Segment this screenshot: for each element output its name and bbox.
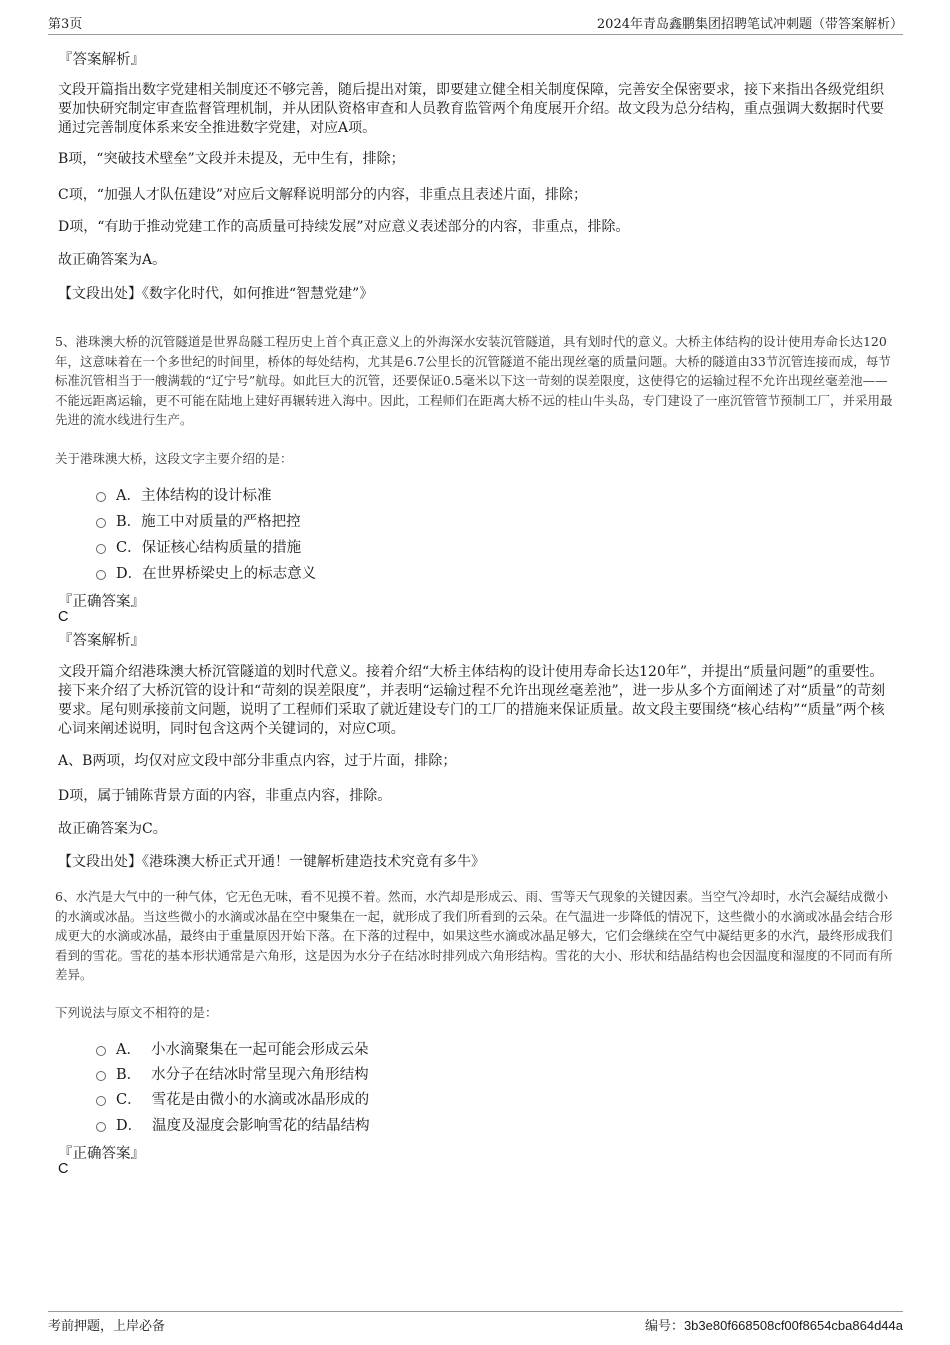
question-6-passage: 6、水汽是大气中的一种气体，它无色无味，看不见摸不着。然而，水汽却是形成云、雨、雪等天气现象的关键因素。当空气冷却时，水汽会凝结成微小的水滴或冰晶。当这些微小的水滴或冰晶在空中聚集在一起，就形成了我们所看到的云朵。在气温进一步降低的情况下，这些微小的水滴或冰晶会结合形成更大的水滴或冰晶，最终由于重量原因开始下落。在下落的过程中，如果这些水滴或冰晶足够大，它们会继续在空气中凝结更多的水汽，最终形成我们看到的雪花。雪花的基本形状通常是六角形，这是因为水分子在结冰时排列成六角形结构。雪花的大小、形状和结晶结构也会因温度和湿度的不同而有所差异。 <box>55 889 893 982</box>
option-label: C． <box>116 540 142 556</box>
option-d-explanation: D项，属于铺陈背景方面的内容，非重点内容，排除。 <box>58 788 392 804</box>
footer-slogan: 考前押题，上岸必备 <box>48 1319 166 1334</box>
option-d-explanation: D项，“有助于推动党建工作的高质量可持续发展”对应意义表述部分的内容，非重点，排除。 <box>58 219 630 235</box>
correct-answer-heading: 『正确答案』 <box>58 594 145 610</box>
page-number: 第3页 <box>48 17 83 32</box>
option-label: B． <box>116 1067 142 1083</box>
question-5-passage: 5、港珠澳大桥的沉管隧道是世界岛隧工程历史上首个真正意义上的外海深水安装沉管隧道，具有划时代的意义。大桥主体结构的设计使用寿命长达120年，这意味着在一个多世纪的时间里，桥体的每处结构，尤其是6.7公里长的沉管隧道不能出现丝毫的质量问题。大桥的隧道由33节沉管连接而成，每节标准沉管相当于一艘满载的“辽宁号”航母。如此巨大的沉管，还要保证0.5毫米以下这一苛刻的误差限度，这使得它的运输过程不允许出现丝毫差池——不能远距离运输，更不可能在陆地上建好再辗转进入海中。因此，工程师们在距离大桥不远的桂山牛头岛，专门建设了一座沉管管节预制工厂，并采用最先进的流水线进行生产。 <box>55 334 893 427</box>
option-text: 小水滴聚集在一起可能会形成云朵 <box>150 1042 369 1058</box>
question-6-option-c[interactable] <box>96 1088 369 1109</box>
radio-icon[interactable] <box>96 1122 106 1132</box>
correct-answer: C <box>58 609 69 625</box>
radio-icon[interactable] <box>96 570 106 580</box>
document-code <box>645 1315 903 1334</box>
option-b-explanation: B项，“突破技术壁垒”文段并未提及，无中生有，排除； <box>58 151 405 167</box>
option-label: C． <box>116 1092 142 1108</box>
option-label: B． <box>116 514 142 530</box>
option-c-explanation: C项，“加强人才队伍建设”对应后文解释说明部分的内容，非重点且表述片面，排除； <box>58 187 588 203</box>
page-footer <box>48 1311 903 1334</box>
option-text: 水分子在结冰时常呈现六角形结构 <box>151 1067 369 1083</box>
correct-answer-heading: 『正确答案』 <box>58 1146 145 1162</box>
radio-icon[interactable] <box>96 1071 106 1081</box>
radio-icon[interactable] <box>96 1096 106 1106</box>
analysis-text: 文段开篇介绍港珠澳大桥沉管隧道的划时代意义。接着介绍“大桥主体结构的设计使用寿命长达120年”，并提出“质量问题”的重要性。接下来介绍了大桥沉管的设计和“苛刻的误差限度”，并表明“运输过程不允许出现丝毫差池”，进一步从多个方面阐述了对“质量”的苛刻要求。尾句则承接前文问题，说明了工程师们采取了就近建设专门的工厂的措施来保证质量。故文段主要围绕“核心结构”“质量”两个核心词来阐述说明，同时包含这两个关键词的，对应C项。 <box>58 664 885 737</box>
option-text: 温度及湿度会影响雪花的结晶结构 <box>152 1118 370 1134</box>
question-5-option-b[interactable] <box>96 510 301 531</box>
document-title: 2024年青岛鑫鹏集团招聘笔试冲刺题（带答案解析） <box>596 17 903 32</box>
question-6-option-b[interactable] <box>96 1063 369 1084</box>
option-label: D． <box>116 1118 143 1134</box>
radio-icon[interactable] <box>96 492 106 502</box>
source-citation: 【文段出处】《数字化时代，如何推进“智慧党建”》 <box>58 286 374 302</box>
correct-answer: C <box>58 1161 69 1177</box>
analysis-heading: 『答案解析』 <box>58 633 145 649</box>
answer-conclusion: 故正确答案为A。 <box>58 252 167 268</box>
option-text: 在世界桥梁史上的标志意义 <box>142 566 317 582</box>
radio-icon[interactable] <box>96 518 106 528</box>
answer-conclusion: 故正确答案为C。 <box>58 821 167 837</box>
question-6-option-d[interactable] <box>96 1114 370 1135</box>
option-ab-explanation: A、B两项，均仅对应文段中部分非重点内容，过于片面，排除； <box>58 753 457 769</box>
question-6-option-a[interactable] <box>96 1038 368 1059</box>
option-text: 保证核心结构质量的措施 <box>141 540 302 556</box>
analysis-heading: 『答案解析』 <box>58 52 145 68</box>
radio-icon[interactable] <box>96 544 106 554</box>
source-citation: 【文段出处】《港珠澳大桥正式开通！一键解析建造技术究竟有多牛》 <box>58 854 485 870</box>
question-6-prompt: 下列说法与原文不相符的是： <box>55 1005 218 1020</box>
option-text: 主体结构的设计标准 <box>140 488 272 504</box>
question-5-option-d[interactable] <box>96 562 316 583</box>
question-5-option-c[interactable] <box>96 536 301 557</box>
option-text: 雪花是由微小的水滴或冰晶形成的 <box>151 1092 370 1108</box>
option-label: D． <box>116 566 143 582</box>
page-header <box>48 12 903 35</box>
question-5-option-a[interactable] <box>96 484 271 505</box>
code-value: 3b3e80f668508cf00f8654cba864d44a <box>683 1318 903 1333</box>
radio-icon[interactable] <box>96 1046 106 1056</box>
option-text: 施工中对质量的严格把控 <box>141 514 301 530</box>
question-5-prompt: 关于港珠澳大桥，这段文字主要介绍的是： <box>55 451 293 466</box>
code-label: 编号： <box>644 1319 684 1334</box>
option-label: A． <box>116 1042 141 1058</box>
analysis-text: 文段开篇指出数字党建相关制度还不够完善，随后提出对策，即要建立健全相关制度保障，完善安全保密要求，接下来指出各级党组织要加快研究制定审查监督管理机制，并从团队资格审查和人员教育监管两个角度展开介绍。故文段为总分结构，重点强调大数据时代要通过完善制度体系来安全推进数字党建，对应A项。 <box>58 82 884 136</box>
option-label: A． <box>116 488 141 504</box>
